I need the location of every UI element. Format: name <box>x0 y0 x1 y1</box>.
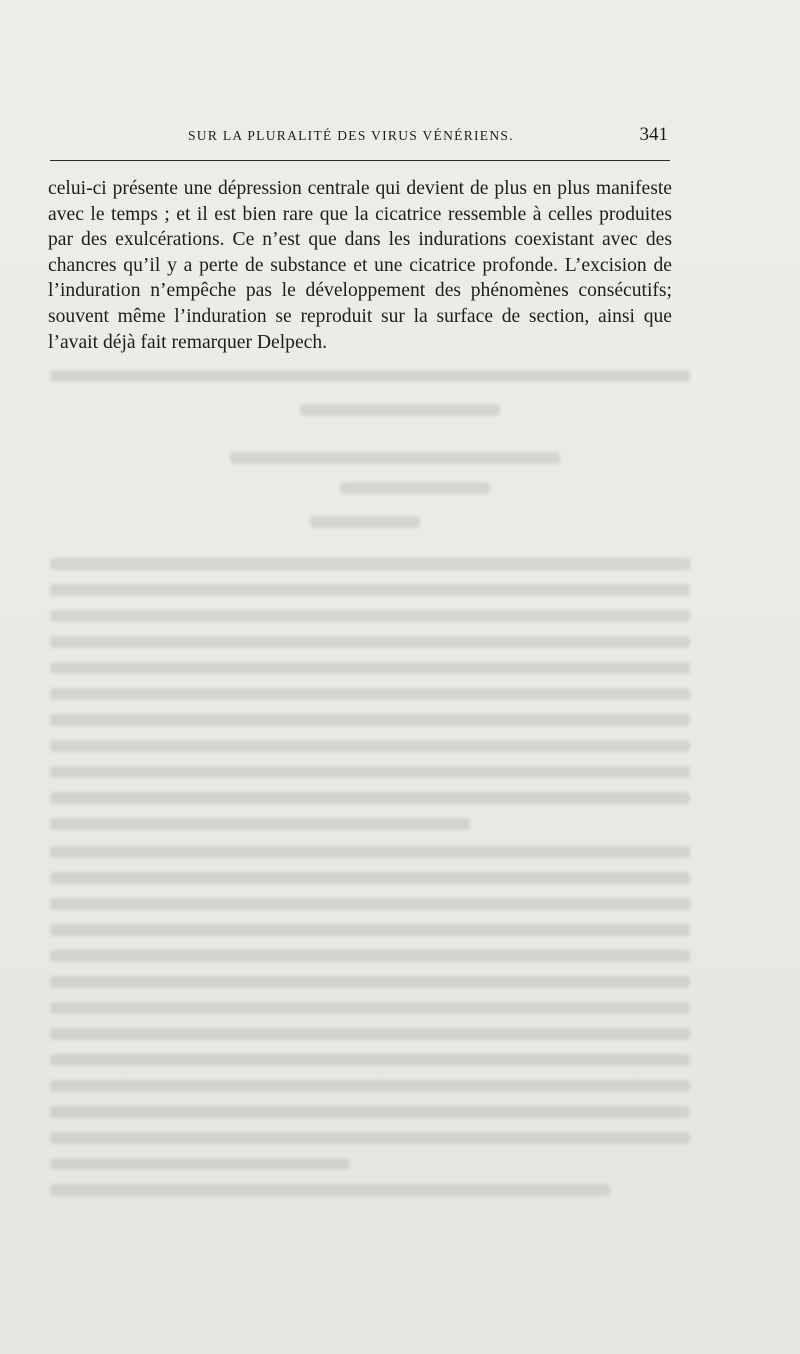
running-header <box>188 126 668 148</box>
show-through-from-reverse <box>40 360 740 1200</box>
body-paragraph: celui-ci présente une dépression centrale qui devient de plus en plus manifeste avec le temps ; et il est bien rare que la cicatrice ressemble à celles produites par des exulcérations. Ce n’est que dans les indurations coexistant avec des chancres qu’il y a perte de substance et une cicatrice profonde. L’excision de l’induration n’empêche pas le développement des phénomènes consécutifs; souvent même l’induration se reproduit sur la surface de section, ainsi que l’avait déjà fait remarquer Delpech. <box>48 178 672 353</box>
header-rule <box>50 160 670 161</box>
running-head-title: SUR LA PLURALITÉ DES VIRUS VÉNÉRIENS. <box>188 128 514 143</box>
page-number: 341 <box>639 124 668 145</box>
